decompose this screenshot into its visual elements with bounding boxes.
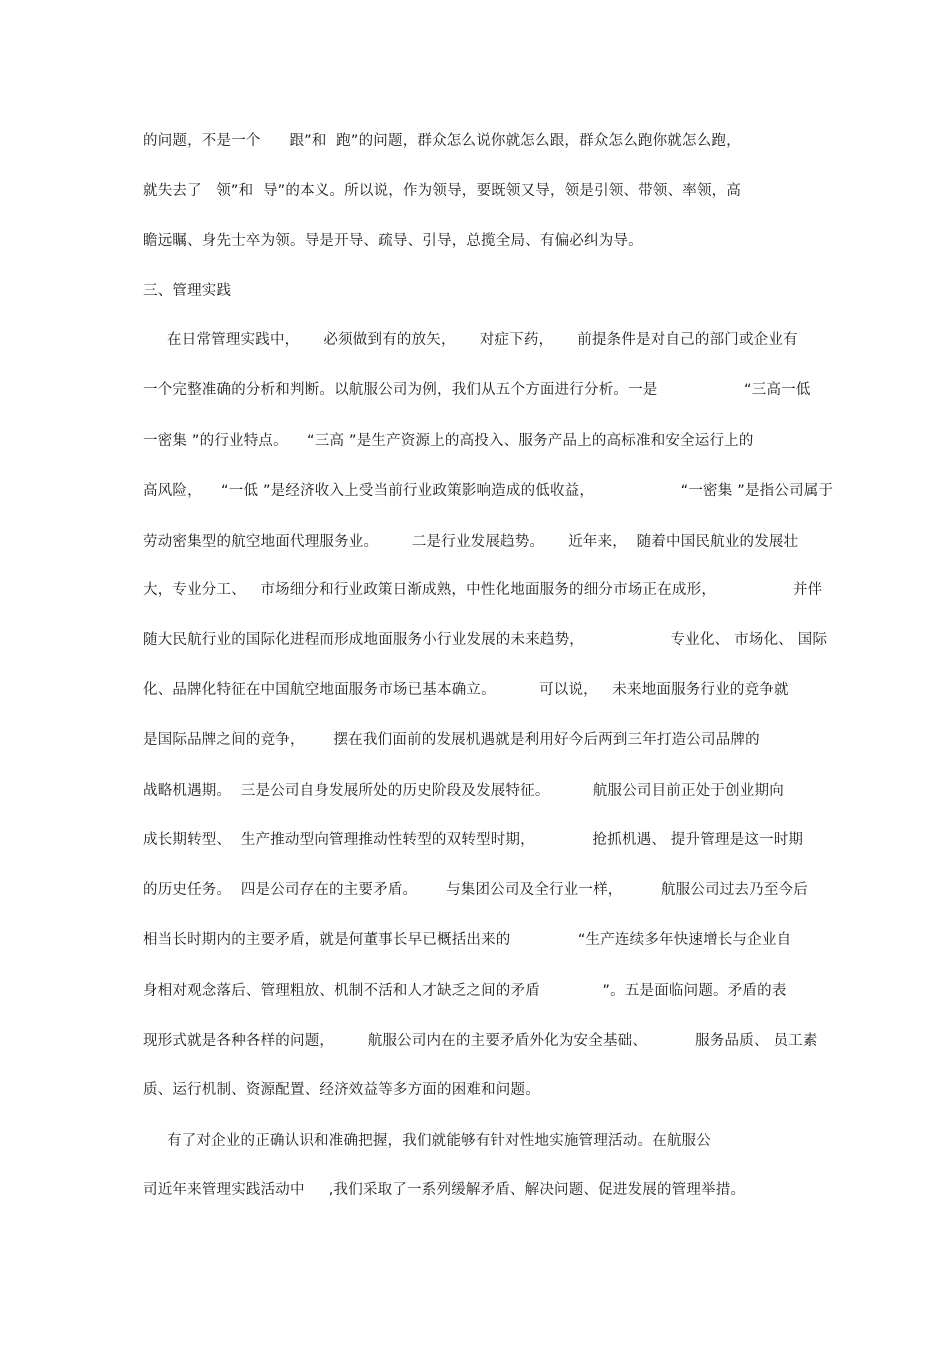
text-line: 是国际品牌之间的竞争， 摆在我们面前的发展机遇就是利用好今后两到三年打造公司品牌的 — [143, 732, 760, 748]
text-line: 一个完整准确的分析和判断。以航服公司为例，我们从五个方面进行分析。一是 “三高一低 — [143, 382, 811, 398]
text-line: 身相对观念落后、管理粗放、机制不活和人才缺乏之间的矛盾 ”。五是面临问题。矛盾的表 — [143, 983, 787, 999]
section-heading: 三、管理实践 — [143, 283, 232, 299]
text-line: 战略机遇期。 三是公司自身发展所处的历史阶段及发展特征。 航服公司目前正处于创业期向 — [143, 783, 784, 799]
text-line: 就失去了 领”和 导”的本义。所以说，作为领导，要既领又导，领是引领、带领、率领，高 — [143, 183, 742, 199]
text-line: 在日常管理实践中， 必须做到有的放矢， 对症下药， 前提条件是对自己的部门或企业有 — [143, 332, 798, 348]
text-line: 质、运行机制、资源配置、经济效益等多方面的困难和问题。 — [143, 1082, 540, 1098]
text-line: 的历史任务。 四是公司存在的主要矛盾。 与集团公司及全行业一样， 航服公司过去乃至今后 — [143, 882, 808, 898]
text-line: 高风险， “一低 ”是经济收入上受当前行业政策影响造成的低收益， “一密集 ”是指公司属于 — [143, 483, 834, 499]
text-line: 相当长时期内的主要矛盾，就是何董事长早已概括出来的 “生产连续多年快速增长与企业自 — [143, 932, 792, 948]
text-line: 司近年来管理实践活动中 ,我们采取了一系列缓解矛盾、解决问题、促进发展的管理举措。 — [143, 1182, 746, 1198]
text-line: 有了对企业的正确认识和准确把握，我们就能够有针对性地实施管理活动。在航服公 — [143, 1133, 711, 1149]
text-line: 随大民航行业的国际化进程而形成地面服务小行业发展的未来趋势， 专业化、 市场化、 国际 — [143, 632, 828, 648]
text-line: 一密集 ”的行业特点。 “三高 ”是生产资源上的高投入、服务产品上的高标准和安全运行上的 — [143, 433, 754, 449]
text-line: 劳动密集型的航空地面代理服务业。 二是行业发展趋势。 近年来， 随着中国民航业的发展壮 — [143, 534, 799, 550]
text-line: 瞻远瞩、身先士卒为领。导是开导、疏导、引导，总揽全局、有偏必纠为导。 — [143, 233, 643, 249]
text-line: 成长期转型、 生产推动型向管理推动性转型的双转型时期， 抢抓机遇、 提升管理是这一时期 — [143, 832, 804, 848]
text-line: 大，专业分工、 市场细分和行业政策日渐成熟，中性化地面服务的细分市场正在成形， 并伴 — [143, 582, 823, 598]
text-line: 化、品牌化特征在中国航空地面服务市场已基本确立。 可以说， 未来地面服务行业的竞争就 — [143, 682, 789, 698]
text-line: 现形式就是各种各样的问题， 航服公司内在的主要矛盾外化为安全基础、 服务品质、 员工素 — [143, 1033, 818, 1049]
text-line: 的问题，不是一个 跟”和 跑”的问题，群众怎么说你就怎么跟，群众怎么跑你就怎么跑， — [143, 133, 741, 149]
